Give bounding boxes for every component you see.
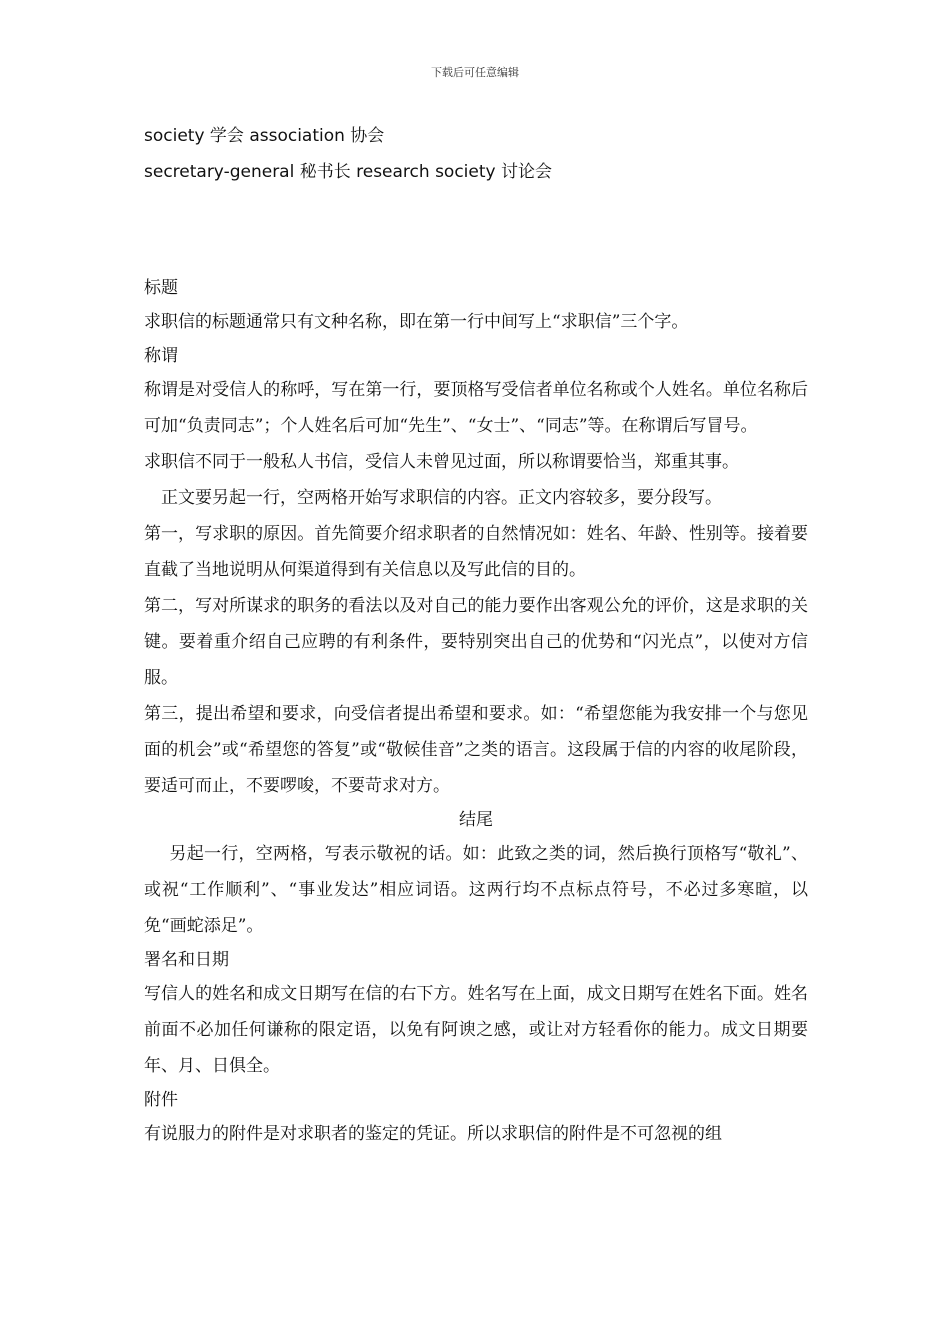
paragraph-attachment: 有说服力的附件是对求职者的鉴定的凭证。所以求职信的附件是不可忽视的组 — [144, 1124, 722, 1144]
section-heading-title: 标题 — [144, 278, 178, 298]
section-heading-closing: 结尾 — [459, 810, 493, 830]
paragraph-point-three: 第三，提出希望和要求，向受信者提出希望和要求。如：“希望您能为我安排一个与您见面的机会”或“希望您的答复”或“敬候佳音”之类的语言。这段属于信的内容的收尾阶段，要适可而止，不要啰唆，不要苛求对方。 — [144, 704, 808, 796]
paragraph-body-intro: 正文要另起一行，空两格开始写求职信的内容。正文内容较多，要分段写。 — [161, 488, 722, 508]
section-heading-attachment: 附件 — [144, 1090, 178, 1110]
section-heading-salutation: 称谓 — [144, 346, 178, 366]
paragraph-salutation-note: 求职信不同于一般私人书信，受信人未曾见过面，所以称谓要恰当，郑重其事。 — [144, 452, 739, 472]
paragraph-salutation: 称谓是对受信人的称呼，写在第一行，要顶格写受信者单位名称或个人姓名。单位名称后可加“负责同志”；个人姓名后可加“先生”、“女士”、“同志”等。在称谓后写冒号。 — [144, 380, 808, 436]
paragraph-signature: 写信人的姓名和成文日期写在信的右下方。姓名写在上面，成文日期写在姓名下面。姓名前面不必加任何谦称的限定语，以免有阿谀之感，或让对方轻看你的能力。成文日期要年、月、日俱全。 — [144, 984, 808, 1076]
paragraph-point-two: 第二，写对所谋求的职务的看法以及对自己的能力要作出客观公允的评价，这是求职的关键。要着重介绍自己应聘的有利条件，要特别突出自己的优势和“闪光点”，以使对方信服。 — [144, 596, 808, 688]
page-header: 下载后可任意编辑 — [431, 66, 519, 79]
vocab-line-1: society 学会 association 协会 — [144, 126, 385, 146]
vocab-line-2: secretary-general 秘书长 research society 讨论会 — [144, 162, 552, 182]
section-heading-signature: 署名和日期 — [144, 950, 229, 970]
paragraph-point-one: 第一，写求职的原因。首先简要介绍求职者的自然情况如：姓名、年龄、性别等。接着要直截了当地说明从何渠道得到有关信息以及写此信的目的。 — [144, 524, 808, 580]
spacer — [144, 190, 808, 272]
paragraph-closing: 另起一行，空两格，写表示敬祝的话。如：此致之类的词，然后换行顶格写“敬礼”、或祝“工作顺利”、“事业发达”相应词语。这两行均不点标点符号，不必过多寒暄，以免“画蛇添足”。 — [144, 844, 808, 936]
document-body — [144, 118, 808, 1152]
paragraph-title: 求职信的标题通常只有文种名称，即在第一行中间写上“求职信”三个字。 — [144, 312, 689, 332]
